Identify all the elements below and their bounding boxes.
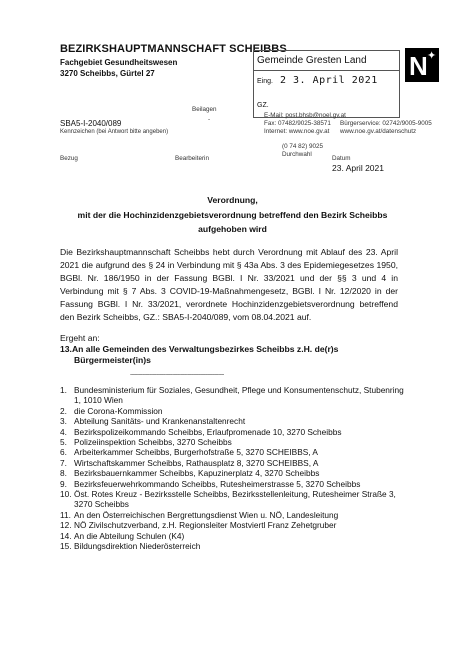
recipients-heading-line-1: An alle Gemeinden des Verwaltungsbezirkes Scheibbs z.H. de(r)s: [71, 344, 339, 354]
recipient-list: [60, 385, 405, 552]
bezug-label: Bezug: [60, 155, 78, 162]
list-item: 14. An die Abteilung Schulen (K4): [60, 530, 185, 541]
reference-note: Kennzeichen (bei Antwort bitte angeben): [60, 129, 169, 135]
phone-number: (0 74 82) 9025: [282, 143, 323, 150]
list-item: 2. die Corona-Kommission: [60, 405, 163, 416]
contact-fax: Fax: 07482/9025-38571: [264, 120, 331, 127]
list-item: 11. An den Österreichischen Bergrettungsdienst Wien u. NÖ, Landesleitung: [60, 509, 339, 520]
list-item: 12. NÖ Zivilschutzverband, z.H. Regionsleiter Mostviertl Franz Zehetgruber: [60, 520, 337, 531]
stamp-received-date: 2 3. April 2021: [280, 75, 378, 86]
list-item: 15. Bildungsdirektion Niederösterreich: [60, 541, 201, 552]
star-icon: ✦: [427, 50, 437, 62]
date-label: Datum: [332, 155, 351, 162]
list-item: 10. Öst. Rotes Kreuz - Bezirksstelle Scheibbs, Bezirksstellenleitung, Rutesheimer Straße 3, 3270 Scheibbs: [60, 489, 396, 510]
list-item: 8. Bezirksbauernkammer Scheibbs, Kapuzinerplatz 4, 3270 Scheibbs: [60, 468, 320, 479]
stamp-office: Gemeinde Gresten Land: [254, 51, 399, 71]
noe-logo: [405, 48, 439, 82]
list-item: 6. Arbeiterkammer Scheibbs, Burgerhofstraße 5, 3270 SCHEIBBS, A: [60, 447, 318, 458]
contact-email: E-Mail: post.bhsb@noel.gv.at: [264, 112, 346, 119]
stamp-received-label: Eing.: [257, 78, 273, 85]
beilagen-value: -: [208, 116, 211, 123]
document-date: 23. April 2021: [332, 163, 384, 173]
department-name: Fachgebiet Gesundheitswesen: [60, 58, 178, 67]
received-stamp: [253, 50, 400, 118]
title-line-1: Verordnung,: [207, 195, 258, 205]
contact-privacy: www.noe.gv.at/datenschutz: [340, 128, 417, 135]
recipients-label: Ergeht an:: [60, 333, 100, 343]
clerk-label: Bearbeiterin: [175, 155, 209, 162]
list-item: 9. Bezirksfeuerwehrkommando Scheibbs, Rutesheimerstrasse 5, 3270 Scheibbs: [60, 478, 361, 489]
recipients-divider: -------------------------------------------------------------------: [130, 372, 224, 378]
recipients-heading-line-2: Bürgermeister(in)s: [74, 355, 151, 365]
contact-service: Bürgerservice: 02742/9005-9005: [340, 120, 432, 127]
stamp-gz-label: GZ.: [257, 102, 269, 109]
list-item: 5. Polizeiinspektion Scheibbs, 3270 Scheibbs: [60, 437, 232, 448]
authority-address: 3270 Scheibbs, Gürtel 27: [60, 69, 155, 78]
durchwahl-label: Durchwahl: [282, 151, 312, 158]
contact-internet: Internet: www.noe.gv.at: [264, 128, 330, 135]
logo-letter-n: N: [409, 51, 428, 81]
list-item: 7. Wirtschaftskammer Scheibbs, Rathausplatz 8, 3270 SCHEIBBS, A: [60, 457, 319, 468]
title-line-3: aufgehoben wird: [198, 224, 267, 234]
recipients-heading: [60, 344, 338, 366]
beilagen-label: Beilagen: [192, 106, 217, 113]
recipients-heading-number: 13.: [60, 344, 72, 354]
list-item: 3. Abteilung Sanitäts- und Krankenanstaltenrecht: [60, 416, 246, 427]
title-line-2: mit der die Hochinzidenzgebietsverordnung betreffend den Bezirk Scheibbs: [77, 210, 388, 220]
list-item: 1. Bundesministerium für Soziales, Gesundheit, Pflege und Konsumentenschutz, Stubenring 1, 1010 Wien: [60, 385, 404, 406]
list-item: 4. Bezirkspolizeikommando Scheibbs, Erlaufpromenade 10, 3270 Scheibbs: [60, 426, 342, 437]
ordinance-paragraph: Die Bezirkshauptmannschaft Scheibbs hebt durch Verordnung mit Ablauf des 23. April 2021 die aufgrund des § 24 in Verbindung mit § 43a Abs. 3 des Epidemiegesetzes 1950, BGBl. Nr. 186/1950 in der Fassung BGBl. I Nr. 33/2021 und der §§ 3 und 4 in Verbindung mit § 7 Abs. 3 COVID-19-Maßnahmengesetz, BGBl. I Nr. 12/2020 in der Fassung BGBl. I Nr. 33/2021, verordnete Hochinzidenzgebietsverordnung betreffend den Bezirk Scheibbs, GZ.: SBA5-I-2040/089, vom 08.04.2021 auf.: [60, 247, 398, 322]
authority-name: BEZIRKSHAUPTMANNSCHAFT SCHEIBBS: [60, 43, 287, 55]
reference-number: SBA5-I-2040/089: [60, 119, 122, 128]
